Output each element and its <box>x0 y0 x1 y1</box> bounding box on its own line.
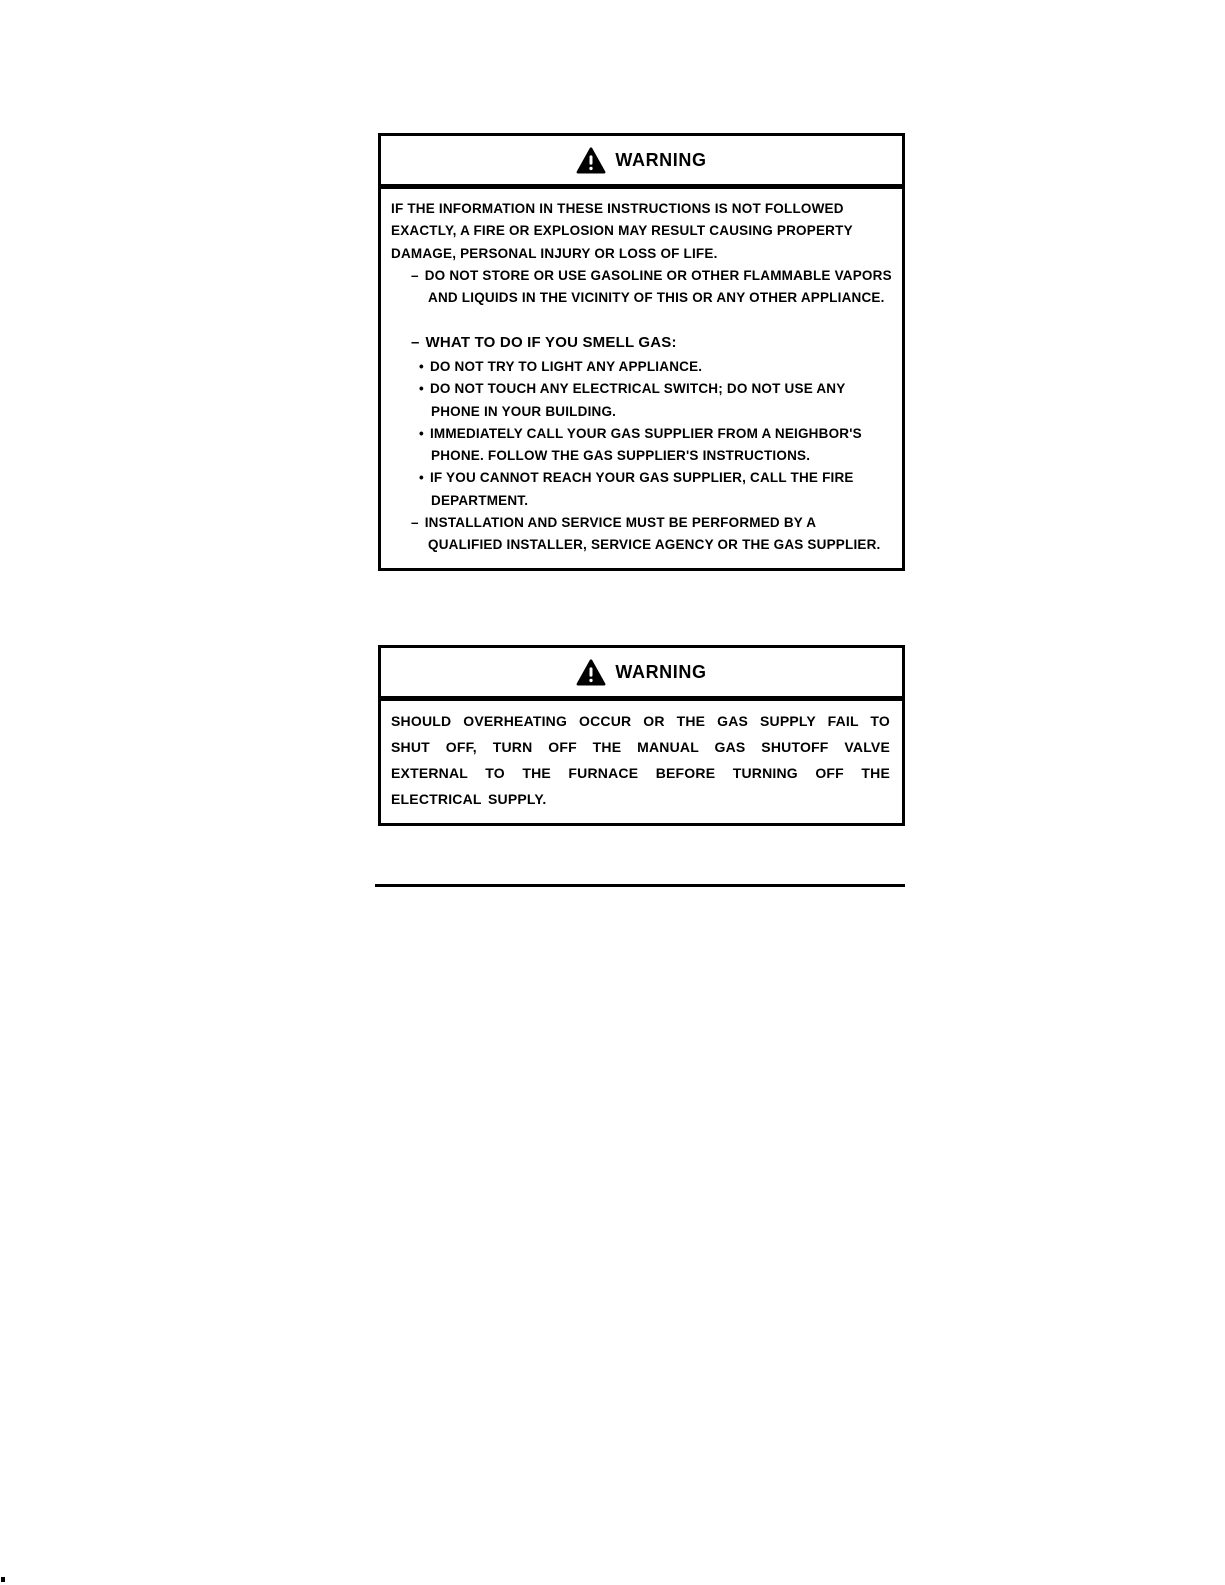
bullet-item-text: DO NOT TRY TO LIGHT ANY APPLIANCE. <box>429 359 703 375</box>
bullet-marker: • <box>419 425 424 441</box>
warning-header-label: WARNING <box>615 149 707 170</box>
stray-mark <box>1 1577 5 1582</box>
list-item-smell-gas-heading <box>391 331 892 356</box>
warning-triangle-icon <box>576 147 606 174</box>
warning-triangle-icon <box>576 659 606 686</box>
warning-box-gas-safety <box>378 133 905 571</box>
warning-header <box>381 648 902 701</box>
warning-intro-text: IF THE INFORMATION IN THESE INSTRUCTIONS IS NOT FOLLOWED EXACTLY, A FIRE OR EXPLOSION MAY RESULT CAUSING PROPERTY DAMAGE, PERSONAL INJURY OR LOSS OF LIFE. <box>391 201 853 261</box>
bullet-item-text: IMMEDIATELY CALL YOUR GAS SUPPLIER FROM A NEIGHBOR'S PHONE. FOLLOW THE GAS SUPPLIER'S INSTRUCTIONS. <box>429 425 862 464</box>
list-item-text: WHAT TO DO IF YOU SMELL GAS: <box>425 334 677 352</box>
dash-marker: – <box>411 334 420 352</box>
list-item-flammable <box>391 265 892 310</box>
warning-header <box>381 136 902 189</box>
warning-box-overheating <box>378 645 905 826</box>
bullet-item-fire-department <box>391 467 892 512</box>
bullet-marker: • <box>419 470 424 486</box>
list-item-text: INSTALLATION AND SERVICE MUST BE PERFORMED BY A QUALIFIED INSTALLER, SERVICE AGENCY OR THE GAS SUPPLIER. <box>424 514 881 553</box>
bullet-item-call-supplier <box>391 423 892 468</box>
dash-marker: – <box>411 267 419 283</box>
bullet-item-no-switch <box>391 378 892 423</box>
warning-body <box>381 701 902 823</box>
dash-marker: – <box>411 514 419 530</box>
list-item-installation <box>391 512 892 557</box>
warning-header-label: WARNING <box>615 661 707 682</box>
bullet-item-text: IF YOU CANNOT REACH YOUR GAS SUPPLIER, CALL THE FIRE DEPARTMENT. <box>429 470 854 508</box>
section-divider-rule <box>375 884 905 887</box>
warning-body <box>381 189 902 568</box>
bullet-marker: • <box>419 359 424 375</box>
warning-overheating-text: SHOULD OVERHEATING OCCUR OR THE GAS SUPPLY FAIL TO SHUT OFF, TURN OFF THE MANUAL GAS SHUTOFF VALVE EXTERNAL TO THE FURNACE BEFORE TURNING OFF THE ELECTRICAL SUPPLY. <box>391 713 890 807</box>
bullet-item-text: DO NOT TOUCH ANY ELECTRICAL SWITCH; DO NOT USE ANY PHONE IN YOUR BUILDING. <box>429 381 846 419</box>
bullet-marker: • <box>419 381 424 397</box>
bullet-item-do-not-light <box>391 356 892 378</box>
list-item-text: DO NOT STORE OR USE GASOLINE OR OTHER FLAMMABLE VAPORS AND LIQUIDS IN THE VICINITY OF THIS OR ANY OTHER APPLIANCE. <box>424 267 892 306</box>
